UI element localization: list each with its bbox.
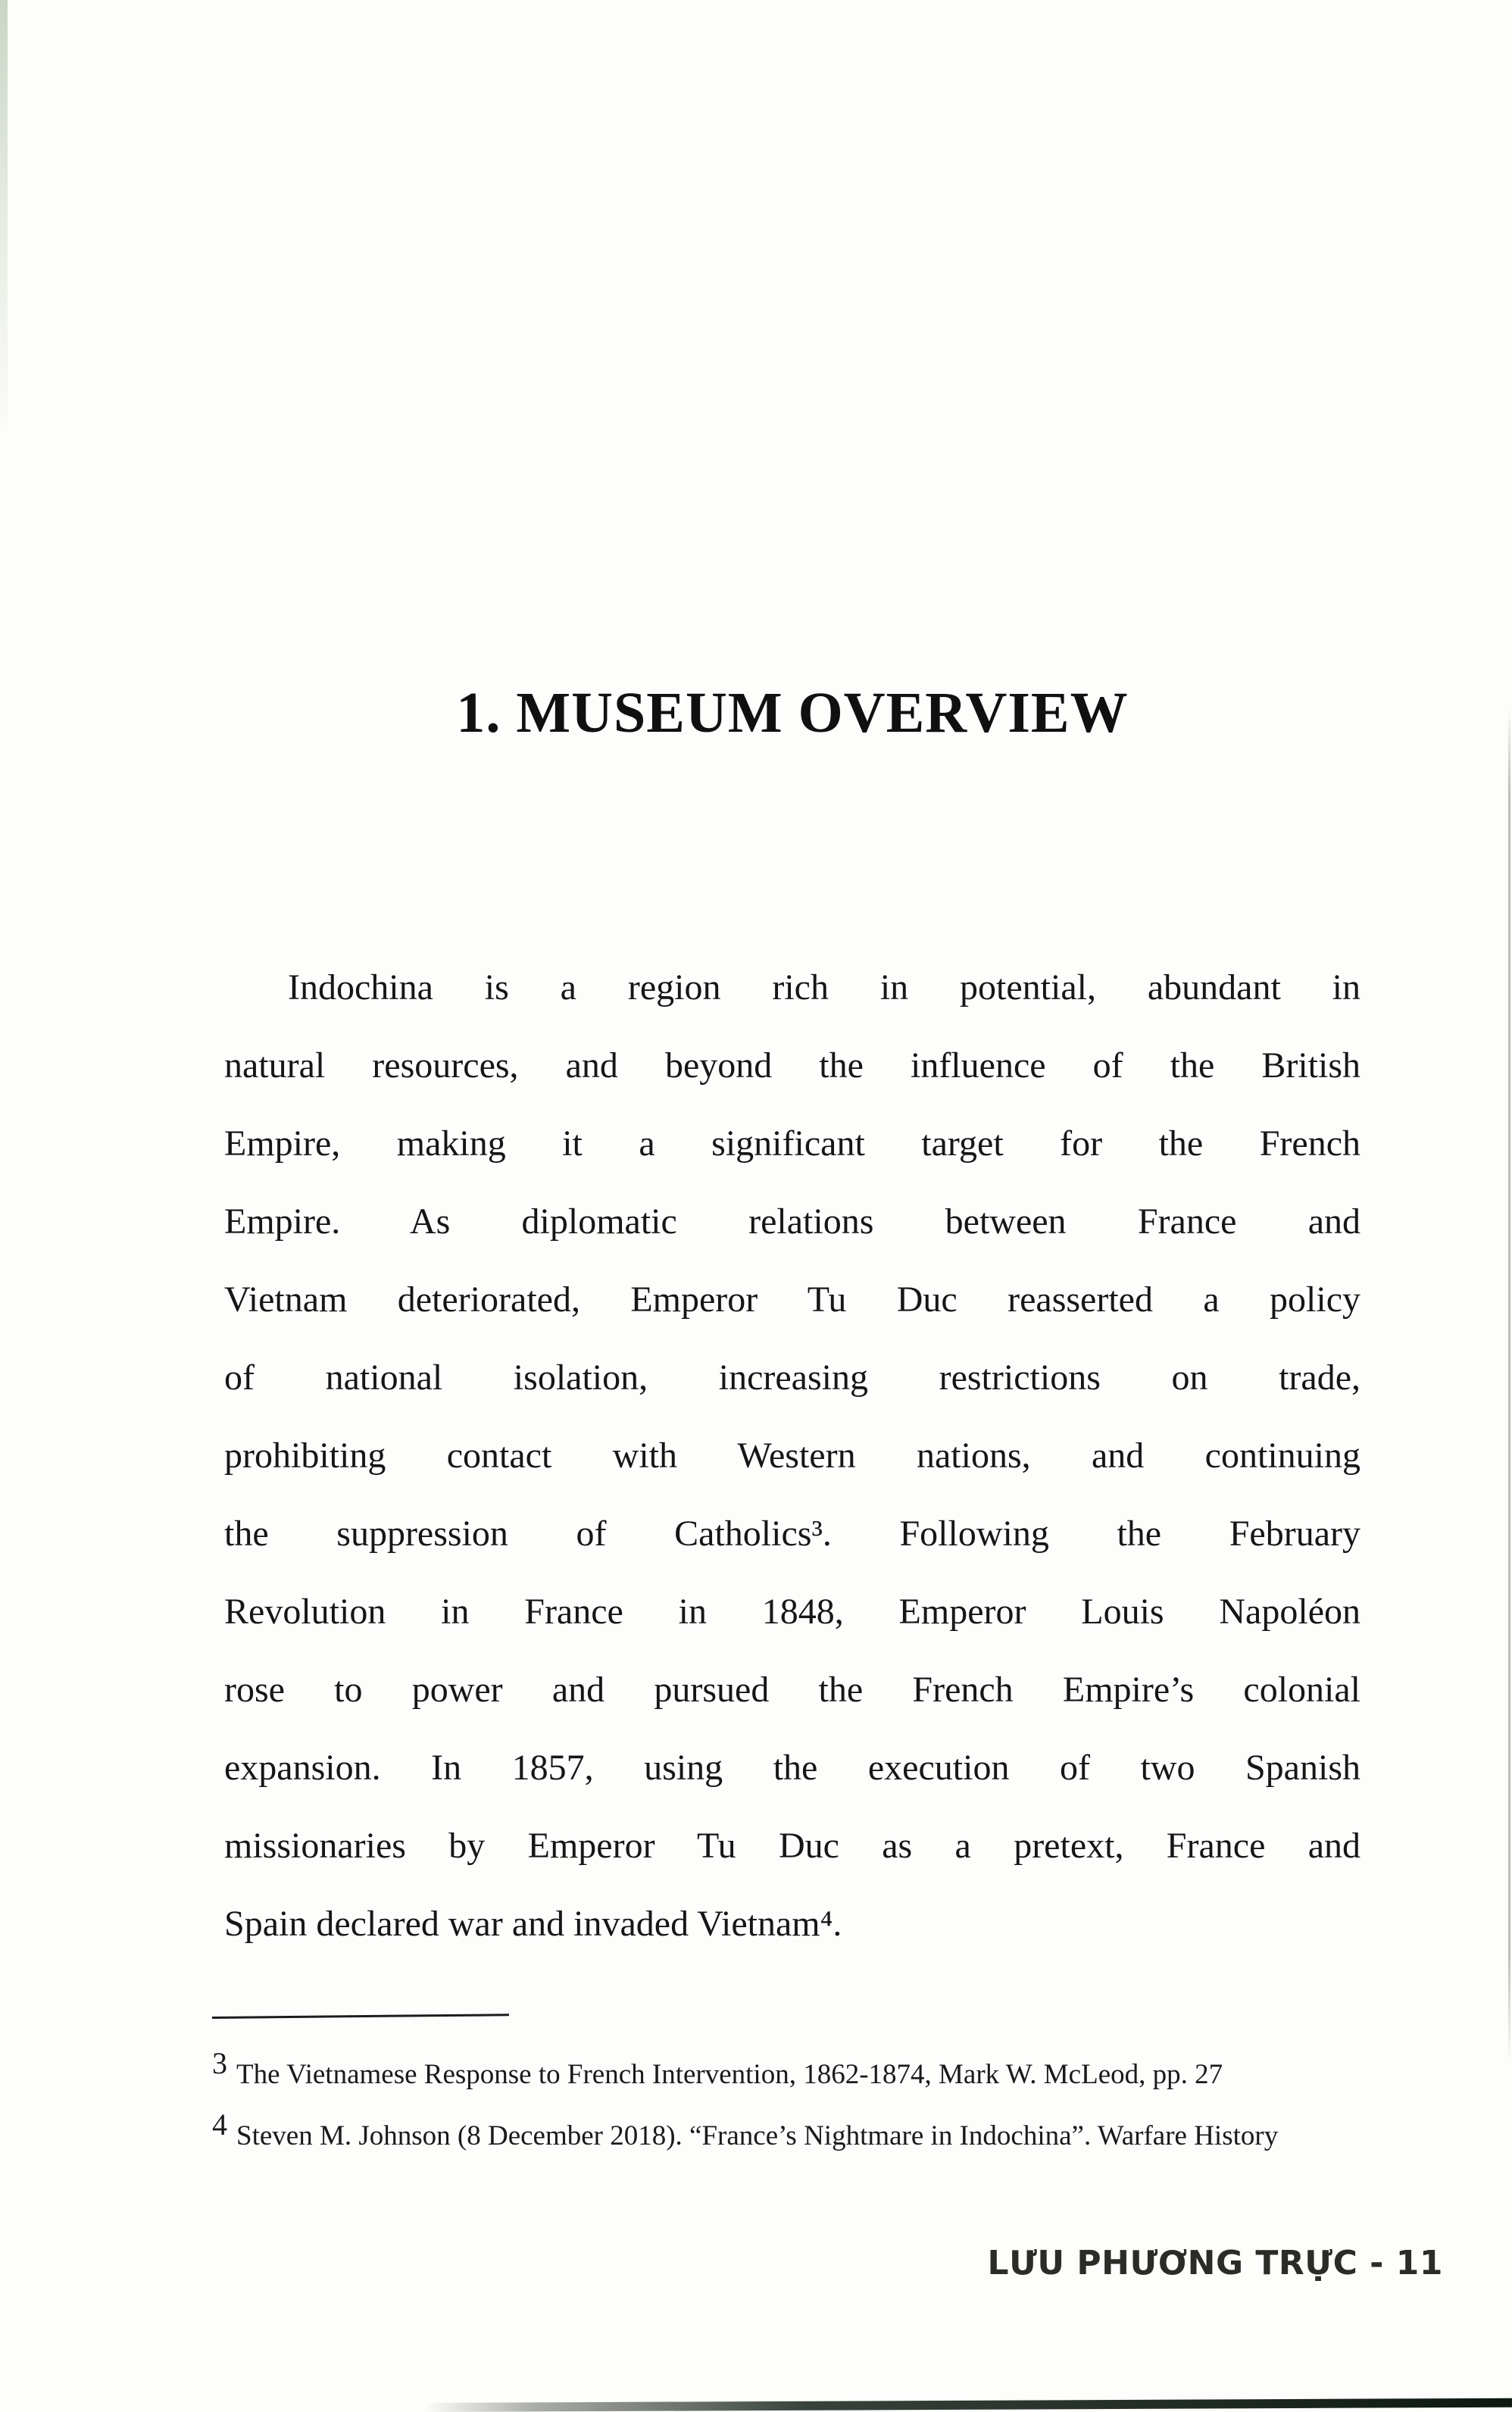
footnote-text: Steven M. Johnson (8 December 2018). “France’s Nightmare in Indochina”. Warfare History — [236, 2120, 1279, 2151]
footnote — [212, 2107, 1424, 2154]
body-line: Revolution in France in 1848, Emperor Louis Napoléon — [224, 1592, 1360, 1632]
body-line: prohibiting contact with Western nations, and continuing — [224, 1436, 1360, 1476]
footnote-divider — [212, 2014, 509, 2019]
body-line: rose to power and pursued the French Empire’s colonial — [224, 1670, 1360, 1710]
running-footer-author-page-number: LƯU PHƯƠNG TRỰC - 11 — [987, 2244, 1443, 2282]
footnote-marker: 4 — [212, 2107, 227, 2142]
body-line: natural resources, and beyond the influence of the British — [224, 1045, 1360, 1086]
body-line: expansion. In 1857, using the execution of two Spanish — [224, 1748, 1360, 1788]
chapter-title: 1. MUSEUM OVERVIEW — [456, 680, 1129, 745]
body-line: the suppression of Catholics³. Following the February — [224, 1514, 1360, 1554]
scan-left-edge-artifact — [0, 0, 8, 424]
body-line: Indochina is a region rich in potential, abundant in — [288, 967, 1360, 1008]
body-line: Empire, making it a significant target for the French — [224, 1123, 1360, 1164]
footnote — [212, 2046, 1424, 2092]
scan-bottom-edge-artifact — [424, 2398, 1512, 2412]
footnote-marker: 3 — [212, 2046, 227, 2080]
scan-right-edge-line — [1508, 708, 1510, 2064]
body-line: missionaries by Emperor Tu Duc as a pretext, France and — [224, 1826, 1360, 1866]
body-line: of national isolation, increasing restrictions on trade, — [224, 1358, 1360, 1398]
body-line: Empire. As diplomatic relations between France and — [224, 1201, 1360, 1242]
footnote-text: The Vietnamese Response to French Intervention, 1862-1874, Mark W. McLeod, pp. 27 — [236, 2059, 1223, 2090]
body-paragraph — [224, 948, 1360, 1963]
body-line: Spain declared war and invaded Vietnam⁴. — [224, 1904, 842, 1944]
body-line: Vietnam deteriorated, Emperor Tu Duc reasserted a policy — [224, 1279, 1360, 1320]
